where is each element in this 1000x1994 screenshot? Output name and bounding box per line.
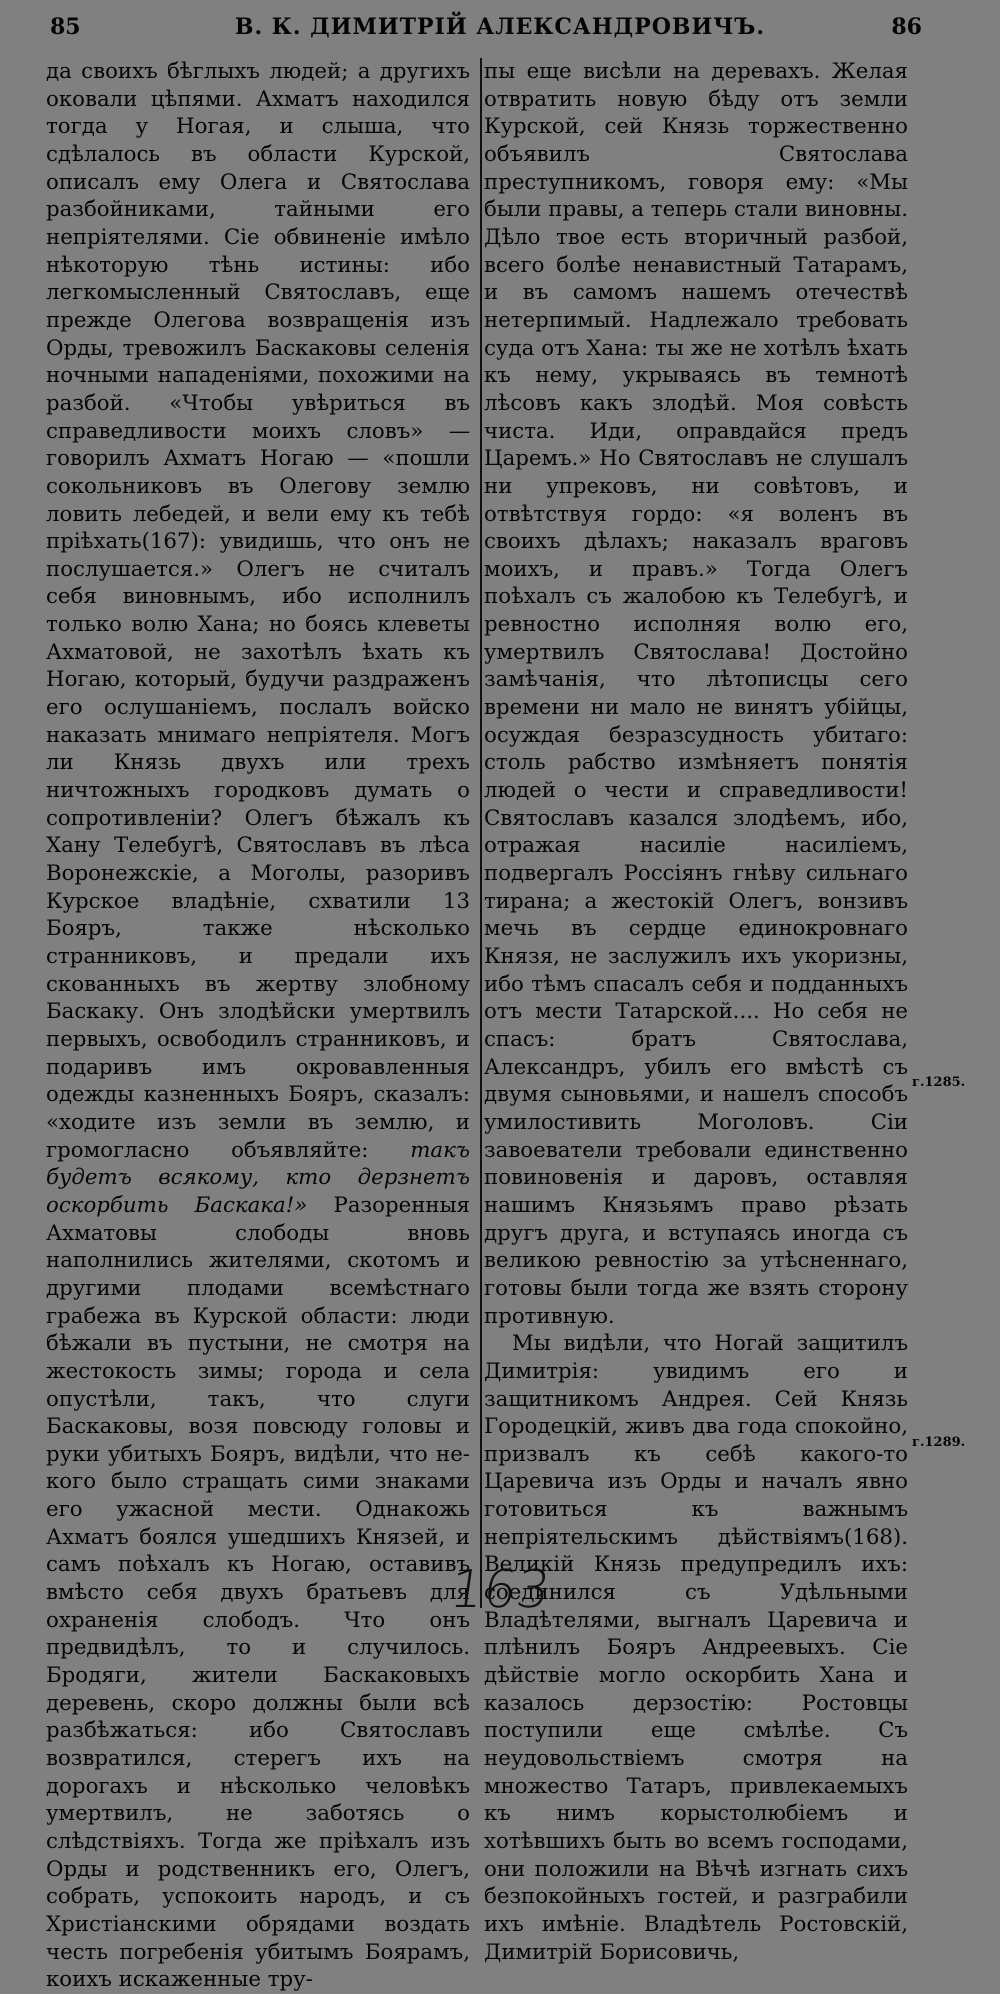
page-number-right: 86: [891, 14, 922, 40]
margin-year-1289: г.1289.: [912, 1435, 966, 1450]
left-text-b: Разоренныя Ахматовы слободы вновь наполнились жителями, скотомъ и другими плодами всемѣстнаго грабежа въ Курской области: люди бѣжали въ пустыни, не смотря на жестокость зимы; города и села опустѣли, такъ, что слуги Баскаковы, возя повсюду головы и руки убитыхъ Бояръ, видѣли, что не-кого было стращать сими знаками его ужасной мести. Однакожь Ахматъ боялся ушедшихъ Князей, и самъ поѣхалъ къ Ногаю, оставивъ вмѣсто себя двухъ братьевъ для охраненія слободъ. Что онъ предвидѣлъ, то и случилось. Бродяги, жители Баскаковыхъ деревень, скоро должны были всѣ разбѣжаться: ибо Святославъ возвратился, стерегъ ихъ на дорогахъ и нѣсколько человѣкъ умертвилъ, не заботясь о слѣдствіяхъ. Тогда же пріѣхалъ изъ Орды и родственникъ его, Олегъ, собрать, успокоить народъ, и съ Христіанскими обрядами воздать честь погребенія убитымъ Боярамъ, коихъ искаженные тру-: [46, 1192, 470, 1993]
left-text-a: да своихъ бѣглыхъ людей; а другихъ оковали цѣпями. Ахматъ находился тогда у Ногая, и слыша, что сдѣлалось въ области Курской, описалъ ему Олега и Святослава разбойниками, тайными его непріятелями. Сіе обвиненіе имѣло нѣкоторую тѣнь истины: ибо легкомысленный Святославъ, еще прежде Олегова возвращенія изъ Орды, тревожилъ Баскаковы селенія ночными нападеніями, похожими на разбой. «Чтобы увѣриться въ справедливости моихъ словъ» — говорилъ Ахматъ Ногаю — «пошли сокольниковъ въ Олегову землю ловить лебедей, и вели ему къ тебѣ пріѣхать(167): увидишь, что онъ не послушается.» Олегъ не считалъ себя виновнымъ, ибо исполнилъ только волю Хана; но боясь клеветы Ахматовой, не захотѣлъ ѣхать къ Ногаю, который, будучи раздраженъ его ослушаніемъ, послалъ войско наказать мнимаго непріятеля. Могъ ли Князь двухъ или трехъ ничтожныхъ городковъ думать о сопротивленіи? Олегъ бѣжалъ къ Хану Телебугѣ, Святославъ въ лѣса Воронежскіе, а Моголы, разоривъ Курское владѣніе, схватили 13 Бояръ, также нѣсколько странниковъ, и предали ихъ скованныхъ въ жертву злобному Баскаку. Онъ злодѣйски умертвилъ первыхъ, освободилъ странниковъ, и подаривъ имъ окровавленныя одежды казненныхъ Бояръ, сказалъ: «ходите изъ земли въ землю, и громогласно объявляйте:: [46, 59, 470, 1163]
left-paragraph-1: [46, 58, 470, 1994]
page-number-left: 85: [50, 14, 81, 40]
left-column: [46, 58, 470, 1994]
right-column: [484, 58, 908, 1966]
column-divider: [480, 58, 482, 1608]
right-paragraph-2: Мы видѣли, что Ногай защитилъ Димитрія: увидимъ его и защитникомъ Андрея. Сей Князь Городецкій, живъ два года спокойно, призвалъ къ себѣ какого-то Царевича изъ Орды и началъ явно готовиться къ важнымъ непріятельскимъ дѣйствіямъ(168). Великій Князь предупредилъ ихъ: соединился съ Удѣльными Владѣтелями, выгналъ Царевича и плѣнилъ Бояръ Андреевыхъ. Сіе дѣйствіе могло оскорбить Хана и казалось дерзостію: Ростовцы поступили еще смѣлѣе. Съ неудовольствіемъ смотря на множество Татаръ, привлекаемыхъ къ нимъ корыстолюбіемъ и хотѣвшихъ быть во всемъ господами, они положили на Вѣчѣ изгнать сихъ безпокойныхъ гостей, и разграбили ихъ имѣніе. Владѣтель Ростовскій, Димитрій Борисовичь,: [484, 1331, 908, 1965]
running-title: В. К. ДИМИТРІЙ АЛЕКСАНДРОВИЧЪ.: [234, 14, 766, 40]
handwritten-page-number: 163: [446, 1560, 554, 1620]
left-italic-quote: такъ будетъ всякому, кто дерзнетъ оскорбить Баскака!»: [46, 1137, 470, 1218]
running-header: [0, 14, 1000, 48]
right-paragraph-1: пы еще висѣли на деревахъ. Желая отвратить новую бѣду отъ земли Курской, сей Князь торжественно объявилъ Святослава преступникомъ, говоря ему: «Мы были правы, а теперь стали виновны. Дѣло твое есть вторичный разбой, всего болѣе ненавистный Татарамъ, и въ самомъ нашемъ отечествѣ нетерпимый. Надлежало требовать суда отъ Хана: ты же не хотѣлъ ѣхать къ нему, укрываясь въ темнотѣ лѣсовъ какъ злодѣй. Моя совѣсть чиста. Иди, оправдайся предъ Царемъ.» Но Святославъ не слушалъ ни упрековъ, ни совѣтовъ, и отвѣтствуя гордо: «я воленъ въ своихъ дѣлахъ; наказалъ враговъ моихъ, и правъ.» Тогда Олегъ поѣхалъ съ жалобою къ Телебугѣ, и ревностно исполняя волю его, умертвилъ Святослава! Достойно замѣчанія, что лѣтописцы сего времени ни мало не винятъ убійцы, осуждая безразсудность убитаго: столь рабство измѣняетъ понятія людей о чести и справедливости! Святославъ казался злодѣемъ, ибо, отражая насиліе насиліемъ, подвергалъ Россіянъ гнѣву сильнаго тирана; а жестокій Олегъ, вонзивъ мечь въ сердце единокровнаго Князя, не заслужилъ ихъ укоризны, ибо тѣмъ спасалъ себя и подданныхъ отъ мести Татарской.... Но себя не спасъ: братъ Святослава, Александръ, убилъ его вмѣстѣ съ двумя сыновьями, и нашелъ способъ умилостивить Моголовъ. Сіи завоеватели требовали единственно повиновенія и даровъ, оставляя нашимъ Князьямъ право рѣзать другъ друга, и вступаясь иногда съ великою ревностію за утѣсненнаго, готовы были тогда же взять сторону противную.: [484, 59, 908, 1329]
margin-year-1285: г.1285.: [912, 1075, 966, 1090]
